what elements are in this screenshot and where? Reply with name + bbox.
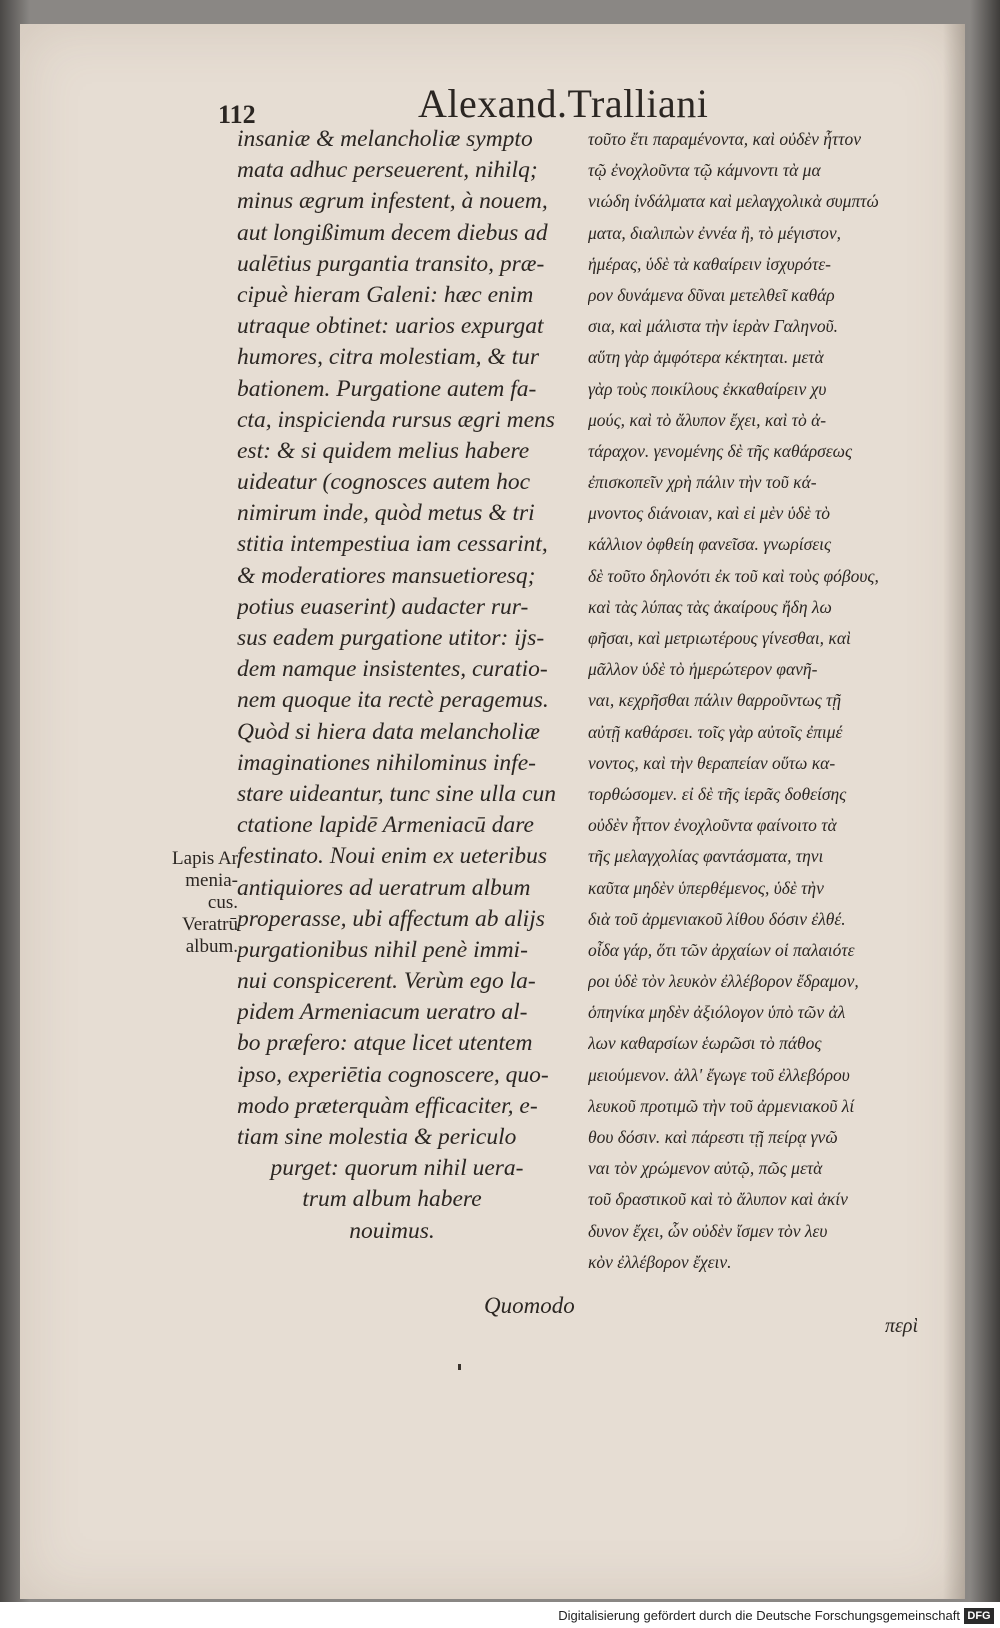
greek-text-line: καῦτα μηδὲν ὑπερθέμενος, ὑδὲ τὴν — [588, 877, 824, 898]
greek-text-line: ἐπισκοπεῖν χρὴ πάλιν τὴν τοῦ κά- — [588, 472, 817, 493]
ink-mark — [458, 1364, 461, 1370]
greek-text-line: μειούμενον. ἀλλ' ἔγωγε τοῦ ἐλλεβόρου — [588, 1064, 850, 1085]
latin-text-line: ualētius purgantia transito, præ- — [237, 250, 545, 277]
latin-text-column — [237, 124, 577, 1247]
latin-text-line: mata adhuc perseuerent, nihilq; — [237, 157, 538, 184]
greek-text-line: νιώδη ἰνδάλματα καὶ μελαγχολικὰ συμπτώ — [588, 191, 879, 212]
page-header — [218, 66, 718, 129]
latin-text-line: insaniæ & melancholiæ sympto — [237, 126, 533, 152]
latin-text-line: trum album habere — [302, 1186, 482, 1213]
greek-text-line: λων καθαρσίων ἑωρῶσι τὸ πάθος — [588, 1033, 822, 1054]
greek-text-line: τῷ ἐνοχλοῦντα τῷ κάμνοντι τὰ μα — [588, 160, 821, 181]
latin-text-line: ipso, experiētia cognoscere, quo- — [237, 1061, 549, 1088]
latin-text-line: utraque obtinet: uarios expurgat — [237, 313, 544, 340]
greek-text-line: δυνον ἔχει, ὧν οὐδὲν ἴσμεν τὸν λευ — [588, 1220, 828, 1241]
greek-text-line: νοντος, καὶ τὴν θεραπείαν οὕτω κα- — [588, 752, 836, 773]
greek-text-line: οἶδα γάρ, ὅτι τῶν ἀρχαίων οἱ παλαιότε — [588, 939, 855, 960]
latin-text-line: sus eadem purgatione utitor: ijs- — [237, 625, 545, 651]
greek-text-column — [588, 124, 936, 1278]
latin-text-line: aut longißimum decem diebus ad — [237, 219, 548, 246]
latin-text-line: nui conspicerent. Verùm ego la- — [237, 968, 536, 995]
greek-text-line: λευκοῦ προτιμῶ τὴν τοῦ ἀρμενιακοῦ λί — [588, 1095, 855, 1116]
latin-text-line: uideatur (cognosces autem hoc — [237, 469, 531, 496]
latin-text-line: cta, inspicienda rursus ægri mens — [237, 406, 555, 433]
greek-catchword: περὶ — [885, 1315, 919, 1337]
latin-text-line: stitia intempestiua iam cessarint, — [237, 531, 548, 558]
latin-text-line: dem namque insistentes, curatio- — [237, 656, 548, 683]
dfg-logo: DFG — [964, 1608, 994, 1624]
latin-catchword: Quomodo — [484, 1293, 575, 1318]
greek-text-line: μᾶλλον ὑδὲ τὸ ἡμερώτερον φανῆ- — [588, 659, 818, 680]
page-number: 112 — [218, 100, 256, 129]
greek-text-line: καὶ τὰς λύπας τὰς ἀκαίρους ἤδη λω — [588, 596, 832, 617]
greek-text-line: δὲ τοῦτο δηλονότι ἐκ τοῦ καὶ τοὺς φόβους, — [588, 565, 879, 586]
greek-text-line: οὐδὲν ἧττον ἐνοχλοῦντα φαίνοιτο τὰ — [588, 815, 837, 836]
latin-text-line: festinato. Noui enim ex ueteribus — [237, 843, 548, 870]
greek-text-line: ναι, κεχρῆσθαι πάλιν θαρροῦντως τῇ — [588, 690, 841, 711]
greek-text-line: αὐτῇ καθάρσει. τοῖς γὰρ αὐτοῖς ἐπιμέ — [588, 721, 843, 742]
greek-text-line: ὁπηνίκα μηδὲν ἀξιόλογον ὑπὸ τῶν ἀλ — [588, 1002, 846, 1023]
greek-text-line: ματα, διαλιπὼν ἐννέα ἢ, τὸ μέγιστον, — [588, 222, 841, 243]
binding-shadow — [943, 24, 965, 1599]
margin-note-line: album. — [185, 936, 238, 957]
margin-note-line: Lapis Ar — [172, 848, 238, 869]
greek-text-line: διὰ τοῦ ἀρμενιακοῦ λίθου δόσιν ἐλθέ. — [588, 908, 846, 929]
latin-text-line: imaginationes nihilominus infe- — [237, 749, 536, 776]
latin-text-line: humores, citra molestiam, & tur — [237, 344, 540, 371]
greek-text-line: σια, καὶ μάλιστα τὴν ἱερὰν Γαληνοῦ. — [588, 316, 839, 337]
footer-credit: Digitalisierung gefördert durch die Deutsche Forschungsgemeinschaft — [558, 1608, 960, 1623]
margin-note-line: menia- — [185, 870, 238, 891]
latin-text-line: cipuè hieram Galeni: hæc enim — [237, 281, 534, 308]
latin-text-line: tiam sine molestia & periculo — [237, 1124, 517, 1150]
latin-text-line: ctatione lapidē Armeniacū dare — [237, 812, 534, 839]
latin-text-line: potius euaserint) audacter rur- — [237, 593, 529, 620]
latin-text-line: & moderatiores mansuetioresq; — [237, 562, 536, 589]
latin-text-line: nouimus. — [349, 1217, 435, 1244]
latin-text-line: stare uideantur, tunc sine ulla cun — [237, 780, 556, 807]
running-title: Alexand.Tralliani — [418, 81, 709, 126]
margin-note-line: cus. — [207, 892, 238, 913]
footer-bar — [0, 1602, 1000, 1628]
greek-text-line: ρον δυνάμενα δῦναι μετελθεῖ καθάρ — [588, 284, 835, 305]
latin-text-line: Quòd si hiera data melancholiæ — [237, 718, 540, 745]
greek-text-line: γὰρ τοὺς ποικίλους ἐκκαθαίρειν χυ — [588, 378, 827, 399]
greek-text-line: θου δόσιν. καὶ πάρεστι τῇ πείρᾳ γνῶ — [588, 1127, 838, 1147]
latin-text-line: pidem Armeniacum ueratro al- — [237, 999, 528, 1026]
greek-text-line: τορθώσομεν. εἰ δὲ τῆς ἱερᾶς δοθείσης — [588, 783, 847, 804]
latin-text-line: minus ægrum infestent, à nouem, — [237, 188, 548, 215]
greek-text-line: τάραχον. γενομένης δὲ τῆς καθάρσεως — [588, 440, 853, 461]
greek-text-line: κάλλιον ὀφθείη φανεῖσα. γνωρίσεις — [588, 534, 832, 555]
greek-text-line: κὸν ἐλλέβορον ἔχειν. — [588, 1251, 732, 1272]
latin-text-line: purgationibus nihil penè immi- — [237, 936, 528, 963]
greek-text-line: τῆς μελαγχολίας φαντάσματα, τηνι — [588, 846, 824, 867]
margin-note-line: Veratrū — [182, 914, 238, 935]
latin-text-line: modo præterquàm efficaciter, e- — [237, 1092, 538, 1119]
greek-text-line: ροι ὑδὲ τὸν λευκὸν ἐλλέβορον ἔδραμον, — [588, 971, 859, 992]
greek-text-line: ναι τὸν χρώμενον αὐτῷ, πῶς μετὰ — [588, 1158, 823, 1179]
latin-text-line: est: & si quidem melius habere — [237, 437, 530, 464]
greek-text-line: τοῦτο ἔτι παραμένοντα, καὶ οὐδὲν ἧττον — [588, 129, 862, 149]
greek-text-line: τοῦ δραστικοῦ καὶ τὸ ἄλυπον καὶ ἀκίν — [588, 1189, 848, 1210]
latin-text-line: nimirum inde, quòd metus & tri — [237, 500, 535, 527]
greek-text-line: φῆσαι, καὶ μετριωτέρους γίνεσθαι, καὶ — [588, 628, 851, 648]
margin-notes — [148, 848, 238, 958]
latin-text-line: antiquiores ad ueratrum album — [237, 874, 531, 901]
latin-text-line: bationem. Purgatione autem fa- — [237, 375, 537, 402]
greek-text-line: μνοντος διάνοιαν, καὶ εἰ μὲν ὑδὲ τὸ — [588, 503, 831, 524]
latin-text-line: bo præfero: atque licet utentem — [237, 1030, 533, 1057]
greek-text-line: μούς, καὶ τὸ ἄλυπον ἔχει, καὶ τὸ ἀ- — [588, 409, 827, 430]
latin-text-line: purget: quorum nihil uera- — [270, 1155, 524, 1182]
greek-text-line: ἡμέρας, ὑδὲ τὰ καθαίρειν ἰσχυρότε- — [588, 253, 831, 274]
greek-text-line: αὕτη γὰρ ἀμφότερα κέκτηται. μετὰ — [588, 347, 824, 368]
latin-text-line: properasse, ubi affectum ab alijs — [237, 905, 545, 932]
latin-text-line: nem quoque ita rectè peragemus. — [237, 687, 549, 714]
